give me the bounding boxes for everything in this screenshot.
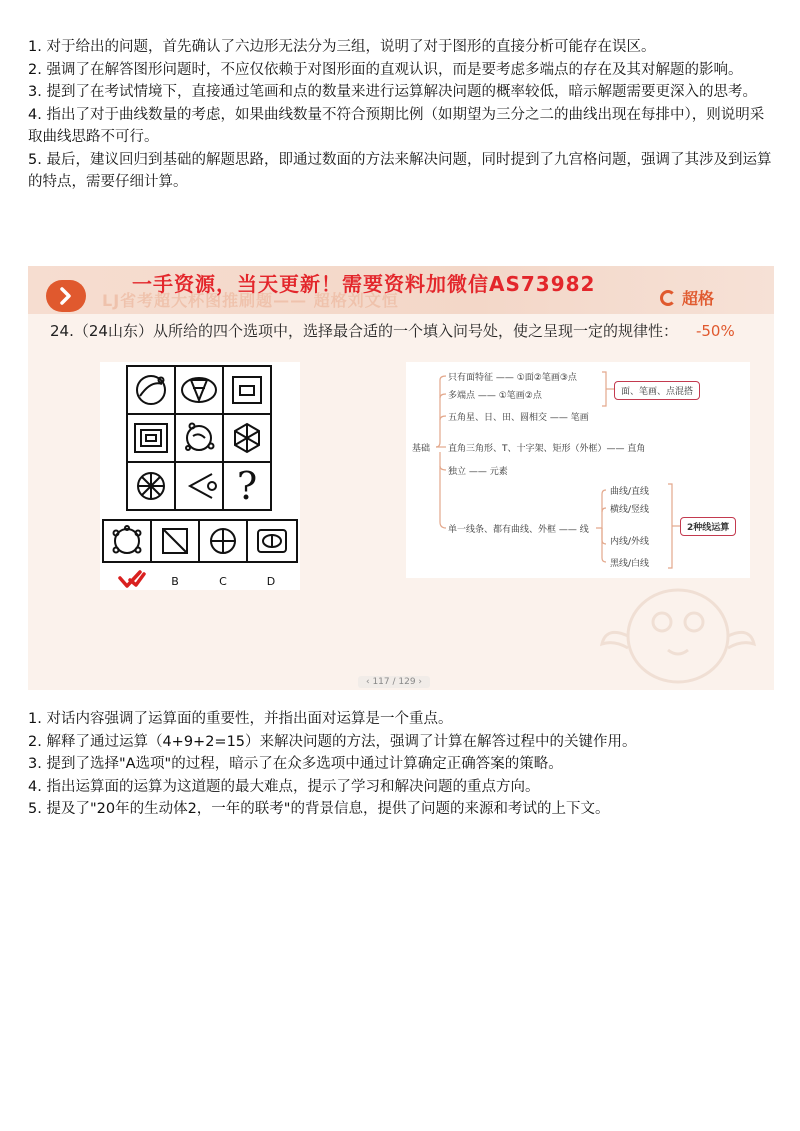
question-stem: 24.（24山东）从所给的四个选项中，选择最合适的一个填入问号处，使之呈现一定的规律性：	[50, 322, 678, 340]
brand-c-icon	[660, 290, 676, 306]
mind-map-group-box: 面、笔画、点混搭	[614, 381, 700, 400]
mascot-illustration	[588, 566, 768, 686]
note-item: 2. 强调了在解答图形问题时，不应仅依赖于对图形面的直观认识，而是要考虑多端点的存在及其对解题的影响。	[28, 61, 743, 78]
option-b-figure	[163, 529, 187, 553]
question-text	[50, 320, 735, 341]
mind-map-branch: 五角星、日、田、圆相交 —— 笔画	[448, 413, 589, 423]
watermark-text: 一手资源，当天更新！需要资料加微信AS73982	[132, 272, 596, 296]
question-mark: ?	[236, 464, 258, 508]
note-item: 5. 最后，建议回归到基础的解题思路，即通过数面的方法来解决问题，同时提到了九宫格问题，强调了其涉及到运算的特点，需要仔细计算。	[28, 151, 772, 190]
notes-top	[28, 36, 772, 194]
puzzle-figure	[100, 362, 300, 590]
cell-circle-curves	[137, 376, 165, 404]
line-item: 曲线/直线	[610, 487, 650, 497]
mind-map-branch: 多端点 —— ①笔画②点	[448, 391, 542, 401]
cell-hexagon	[235, 424, 259, 452]
question-percent: -50%	[695, 322, 735, 340]
option-d-figure	[258, 530, 286, 552]
line-item: 内线/外线	[610, 537, 650, 547]
page-indicator[interactable]: ‹ 117 / 129 ›	[358, 676, 430, 688]
mind-map-group-box: 2种线运算	[680, 517, 736, 536]
note-item: 3. 提到了在考试情境下，直接通过笔画和点的数量来进行运算解决问题的概率较低，暗示解题需要更深入的思考。	[28, 84, 757, 100]
option-c-figure	[211, 529, 235, 553]
note-item: 1. 对话内容强调了运算面的重要性，并指出面对运算是一个重点。	[28, 711, 453, 727]
cell-triple-rects	[135, 424, 167, 452]
cell-ellipse-triangles	[182, 378, 216, 402]
note-item: 3. 提到了选择"A选项"的过程，暗示了在众多选项中通过计算确定正确答案的策略。	[28, 756, 563, 772]
cell-nested-rects	[233, 377, 261, 403]
banner-subtitle: LJ省考超大杯图推刷题—— 超格刘文恒	[102, 291, 399, 310]
mind-map-branch: 直角三角形、T、十字架、矩形（外框）—— 直角	[448, 444, 646, 454]
mind-map-branch: 独立 —— 元素	[448, 467, 508, 477]
notes-bottom	[28, 708, 772, 821]
mind-map-root: 基础	[412, 444, 431, 454]
option-label-d: D	[266, 575, 276, 588]
note-item: 4. 指出了对于曲线数量的考虑，如果曲线数量不符合预期比例（如期望为三分之二的曲线出现在每排中），则说明采取曲线思路不可行。	[28, 106, 765, 145]
cell-circle-dots	[186, 424, 214, 451]
option-label-b: B	[171, 575, 179, 588]
note-item: 5. 提及了"20年的生动体2，一年的联考"的背景信息，提供了问题的来源和考试的上下文。	[28, 801, 610, 817]
note-item: 1. 对于给出的问题，首先确认了六边形无法分为三组，说明了对于图形的直接分析可能存在误区。	[28, 39, 656, 55]
option-label-c: C	[219, 575, 227, 588]
note-item: 4. 指出运算面的运算为这道题的最大难点，提示了学习和解决问题的重点方向。	[28, 778, 540, 795]
line-item: 黑线/白线	[610, 559, 650, 569]
option-a-figure	[114, 526, 141, 553]
note-item: 2. 解释了通过运算（4+9+2=15）来解决问题的方法，强调了计算在解答过程中的关键作用。	[28, 733, 637, 750]
correct-check-icon	[120, 572, 144, 586]
mind-map	[406, 362, 750, 578]
brand-name: 超格	[681, 289, 714, 308]
slide-screenshot	[28, 266, 774, 690]
brand-logo	[660, 286, 714, 309]
mind-map-branch: 只有面特征 —— ①面②笔画③点	[448, 373, 577, 383]
mind-map-branch: 单一线条、都有曲线、外框 —— 线	[448, 525, 589, 535]
puzzle-svg	[100, 362, 300, 590]
cell-angle-circle	[190, 474, 216, 498]
cell-wheel	[138, 473, 164, 499]
slide-banner	[28, 266, 774, 314]
play-arrow-icon	[46, 280, 86, 312]
line-item: 横线/竖线	[610, 505, 650, 515]
